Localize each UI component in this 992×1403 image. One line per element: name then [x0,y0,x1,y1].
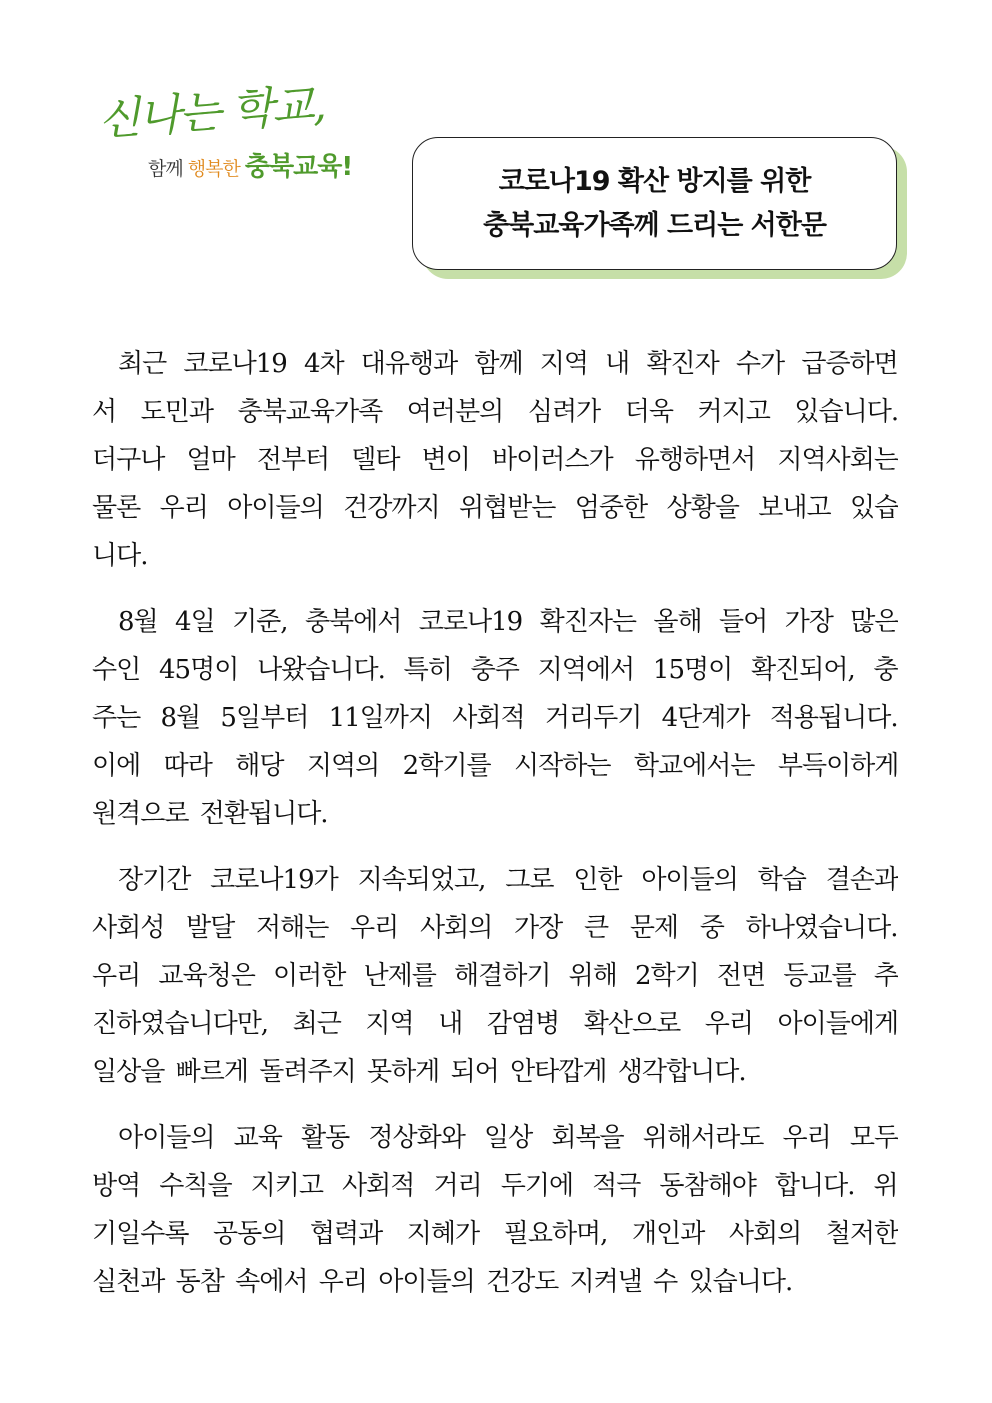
title-line-1: 코로나19 확산 방지를 위한 [498,165,811,197]
paragraph [92,598,898,838]
paragraph-line: 장기간 코로나19가 지속되었고, 그로 인한 아이들의 학습 결손과 [118,865,898,895]
paragraph-line: 아이들의 교육 활동 정상화와 일상 회복을 위해서라도 우리 모두 [118,1123,898,1153]
paragraph-line: 진하였습니다만, 최근 지역 내 감염병 확산으로 우리 아이들에게 [92,1009,898,1039]
paragraph-line: 방역 수칙을 지키고 사회적 거리 두기에 적극 동참해야 합니다. 위 [92,1171,898,1201]
paragraph-line: 이에 따라 해당 지역의 2학기를 시작하는 학교에서는 부득이하게 [92,751,898,781]
logo [96,79,360,196]
logo-tagline-part: 함께 [148,158,188,180]
title-box [412,137,897,270]
title-line-2: 충북교육가족께 드리는 서한문 [483,209,826,241]
logo-tagline-part: 충북교육! [244,152,353,182]
paragraph-line: 주는 8월 5일부터 11일까지 사회적 거리두기 4단계가 적용됩니다. [92,703,898,733]
paragraph-line: 서 도민과 충북교육가족 여러분의 심려가 더욱 커지고 있습니다. [92,397,898,427]
paragraph [92,340,898,580]
paragraph-line: 우리 교육청은 이러한 난제를 해결하기 위해 2학기 전면 등교를 추 [92,961,898,991]
paragraph-line: 기일수록 공동의 협력과 지혜가 필요하며, 개인과 사회의 철저한 [92,1219,898,1249]
paragraph-line: 물론 우리 아이들의 건강까지 위협받는 엄중한 상황을 보내고 있습 [92,493,898,523]
paragraph-line: 수인 45명이 나왔습니다. 특히 충주 지역에서 15명이 확진되어, 충 [92,655,898,685]
paragraph [92,856,898,1096]
paragraph-line: 일상을 빠르게 돌려주지 못하게 되어 안타깝게 생각합니다. [92,1057,746,1087]
logo-tagline [148,154,352,182]
paragraph-line: 실천과 동참 속에서 우리 아이들의 건강도 지켜낼 수 있습니다. [92,1267,793,1297]
paragraph-line: 8월 4일 기준, 충북에서 코로나19 확진자는 올해 들어 가장 많은 [118,607,898,637]
logo-tagline-part: 행복한 [187,158,245,180]
paragraph-line: 더구나 얼마 전부터 델타 변이 바이러스가 유행하면서 지역사회는 [92,445,898,475]
paragraph-line: 원격으로 전환됩니다. [92,799,328,829]
letter-body [92,340,898,1324]
paragraph-line: 사회성 발달 저해는 우리 사회의 가장 큰 문제 중 하나였습니다. [92,913,898,943]
paragraph-line: 니다. [92,541,148,571]
logo-script-text: 신나는 학교, [96,79,326,146]
paragraph [92,1114,898,1306]
paragraph-line: 최근 코로나19 4차 대유행과 함께 지역 내 확진자 수가 급증하면 [118,349,898,379]
